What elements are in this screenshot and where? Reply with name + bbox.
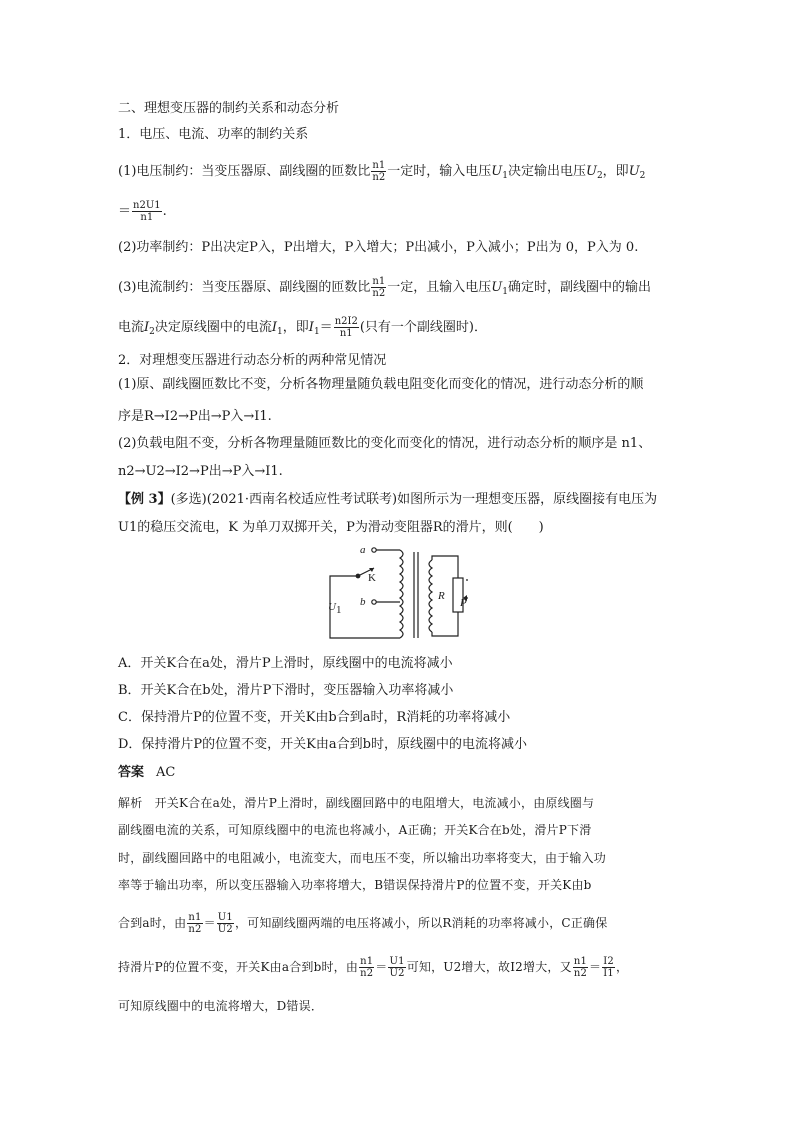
- case2-line2: n2→U2→I2→P出→P入→I1.: [118, 464, 283, 479]
- analysis-line3: 时，副线圈回路中的电阻减小，电流变大，而电压不变，所以输出功率将变大，由于输入功: [118, 851, 607, 865]
- analysis-line1: 解析 开关K合在a处，滑片P上滑时，副线圈回路中的电阻增大，电流减小，由原线圈与: [118, 796, 595, 810]
- option-d: D．保持滑片P的位置不变，开关K由a合到b时，原线圈中的电流将减小: [118, 737, 527, 752]
- switch-pivot: [356, 574, 360, 578]
- secondary-coil: [429, 560, 432, 632]
- example-tag: 【例 3】: [118, 492, 171, 507]
- label-a: a: [360, 544, 366, 556]
- label-P: P: [460, 597, 467, 609]
- case1-line1: (1)原、副线圈匝数比不变，分析各物理量随负载电阻变化而变化的情况，进行动态分析的顺: [118, 377, 644, 392]
- current-constraint-line1: (3)电流制约：当变压器原、副线圈的匝数比 $\frac{n1}{n2}$ 一定，且输入电压$U_1$确定时，副线圈中的输出: [118, 276, 651, 299]
- transformer-circuit-diagram: [318, 540, 468, 642]
- slider-wire: [464, 580, 468, 598]
- option-b: B．开关K合在b处，滑片P下滑时，变压器输入功率将减小: [118, 683, 454, 698]
- analysis-line5: 合到a时，由 $\frac{n1}{n2}$ ＝ $\frac{U1}{U2}$ ，可知副线圈两端的电压将减小，所以R消耗的功率将减小，C正确保: [118, 912, 608, 935]
- primary-coil: [400, 550, 403, 638]
- case1-line2: 序是R→I2→P出→P入→I1.: [118, 409, 272, 424]
- analysis-line4: 率等于输出功率，所以变压器输入功率将增大，B错误保持滑片P的位置不变，开关K由b: [118, 878, 592, 892]
- label-U: U: [328, 601, 336, 613]
- answer-line: [118, 765, 175, 781]
- label-R: R: [438, 590, 445, 602]
- example-line2: U1的稳压交流电，K 为单刀双掷开关，P为滑动变阻器R的滑片，则( ): [118, 520, 544, 535]
- voltage-result-fraction: $\frac{n2U1}{n1}$: [133, 200, 161, 223]
- turns-ratio-fraction: $\frac{n1}{n2}$: [372, 160, 386, 183]
- current-result-fraction: $\frac{n2I2}{n1}$: [334, 316, 358, 339]
- option-c: C．保持滑片P的位置不变，开关K由b合到a时，R消耗的功率将减小: [118, 710, 511, 725]
- answer-value: AC: [156, 765, 176, 780]
- analysis-line2: 副线圈电流的关系，可知原线圈中的电流也将减小，A正确；开关K合在b处，滑片P下滑: [118, 823, 592, 837]
- label-K: K: [368, 572, 376, 584]
- label-b: b: [360, 596, 366, 608]
- analysis-line7: 可知原线圈中的电流将增大，D错误．: [118, 999, 324, 1013]
- example-line1: 【例 3】(多选)(2021·西南名校适应性考试联考)如图所示为一理想变压器，原线圈接有电压为: [118, 492, 658, 507]
- voltage-constraint-line1: (1)电压制约：当变压器原、副线圈的匝数比 $\frac{n1}{n2}$ 一定时，输入电压$U_1$决定输出电压$U_2$，即$U_2$: [118, 160, 646, 183]
- answer-label: 答案: [118, 765, 145, 780]
- voltage-constraint-line2: ＝ $\frac{n2U1}{n1}$ .: [118, 200, 167, 223]
- terminal-b: [372, 600, 376, 604]
- case2-line1: (2)负载电阻不变，分析各物理量随匝数比的变化而变化的情况，进行动态分析的顺序是 n1、: [118, 436, 652, 451]
- subheading-1: 1．电压、电流、功率的制约关系: [118, 127, 309, 142]
- turns-ratio-fraction-2: $\frac{n1}{n2}$: [372, 276, 386, 299]
- section-heading: 二、理想变压器的制约关系和动态分析: [118, 101, 340, 116]
- terminal-a: [372, 548, 376, 552]
- analysis-line6: 持滑片P的位置不变，开关K由a合到b时，由 $\frac{n1}{n2}$ ＝ $\frac{U1}{U2}$ 可知，U2增大，故I2增大，又 $\frac{n1}{n2}$ ＝ $\frac{I2}{I1}$ ，: [118, 956, 629, 979]
- subheading-2: 2．对理想变压器进行动态分析的两种常见情况: [118, 353, 387, 368]
- option-a: A．开关K合在a处，滑片P上滑时，原线圈中的电流将减小: [118, 656, 453, 671]
- label-U-sub: 1: [336, 604, 342, 616]
- power-constraint: (2)功率制约：P出决定P入，P出增大，P入增大；P出减小，P入减小；P出为 0，P入为 0.: [118, 240, 639, 255]
- current-constraint-line2: 电流$I_2$决定原线圈中的电流$I_1$，即$I_1=$ $\frac{n2I2}{n1}$ (只有一个副线圈时)．: [118, 316, 487, 339]
